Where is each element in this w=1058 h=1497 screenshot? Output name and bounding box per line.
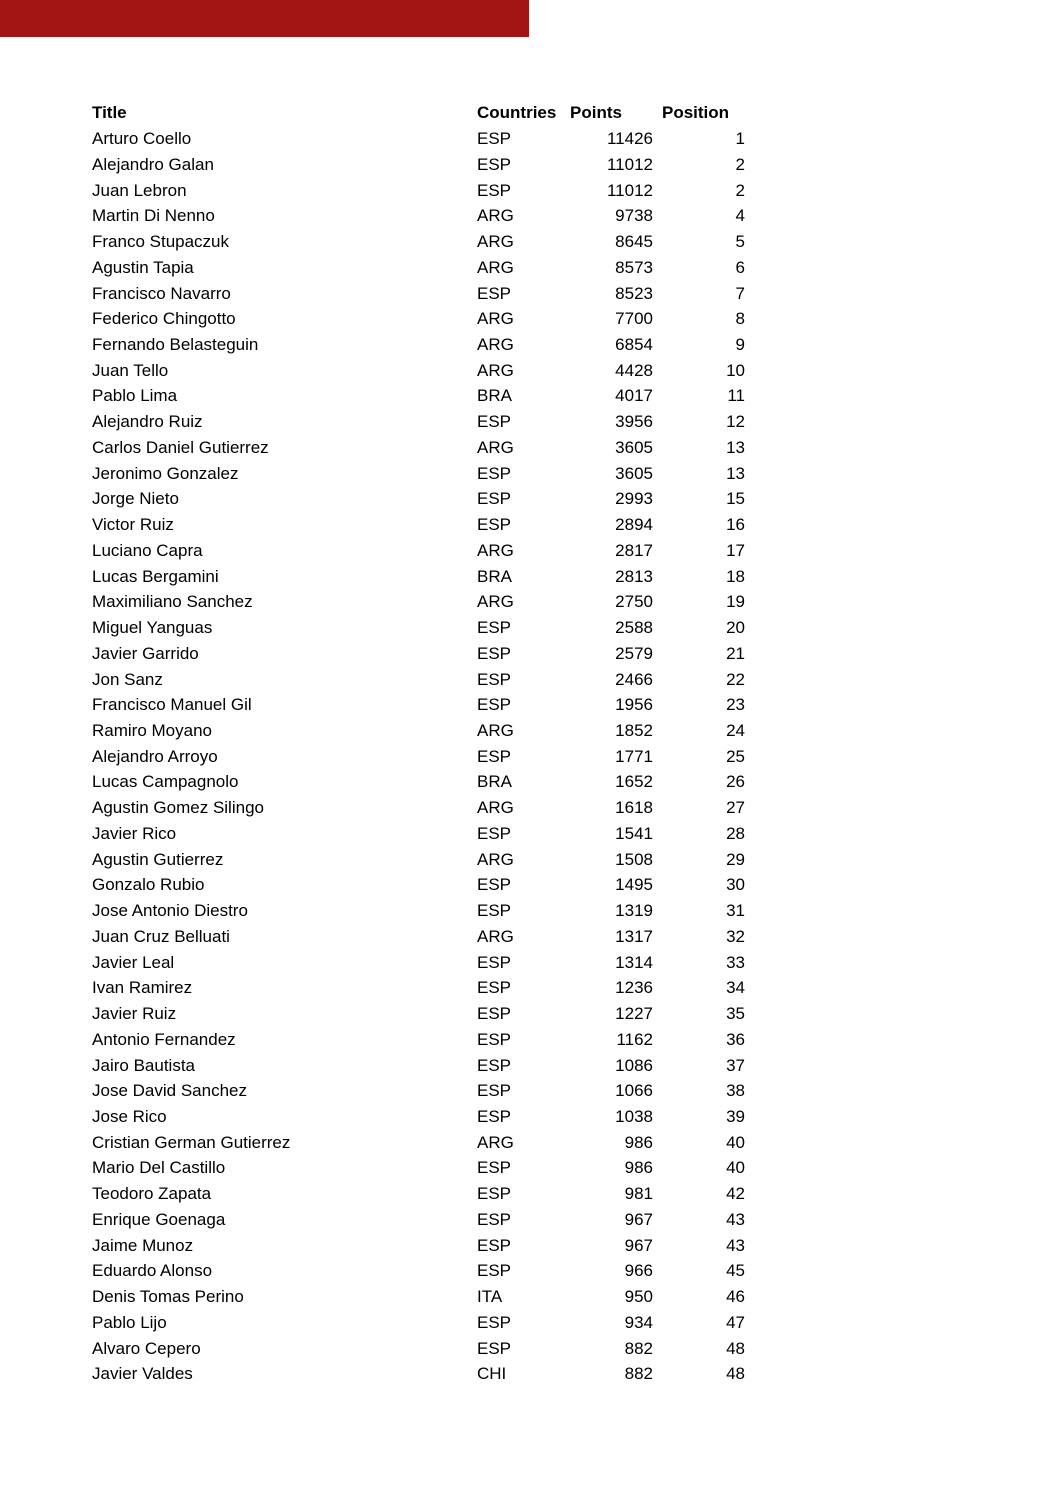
player-country: ESP (477, 1107, 512, 1126)
player-points: 986 (624, 1132, 653, 1152)
player-position: 7 (735, 283, 745, 303)
player-country: ARG (477, 926, 514, 946)
player-country: ESP (477, 180, 512, 200)
player-name: Alvaro Cepero (92, 1338, 201, 1358)
player-points: 4017 (615, 386, 653, 406)
player-points: 2466 (615, 669, 653, 689)
player-points: 967 (624, 1209, 653, 1229)
player-points: 2750 (615, 592, 653, 612)
player-country: ARG (477, 257, 514, 277)
player-name: Jon Sanz (92, 669, 163, 689)
player-position: 39 (726, 1107, 745, 1126)
table-row (92, 1310, 745, 1336)
player-position: 48 (726, 1338, 745, 1358)
player-position: 15 (726, 489, 745, 509)
player-position: 20 (726, 618, 745, 638)
player-country: ESP (477, 283, 512, 303)
player-name: Gonzalo Rubio (92, 875, 205, 895)
player-position: 2 (735, 154, 745, 174)
player-position: 40 (726, 1132, 745, 1152)
player-position: 6 (735, 257, 745, 277)
player-points: 2813 (615, 566, 653, 586)
table-row (92, 1258, 745, 1284)
table-row (92, 1129, 745, 1155)
player-name: Luciano Capra (92, 540, 203, 560)
player-country: BRA (477, 772, 512, 792)
player-position: 4 (735, 206, 745, 226)
player-position: 19 (726, 592, 745, 612)
player-position: 30 (726, 875, 745, 895)
table-header-row (92, 100, 745, 126)
player-points: 7700 (615, 309, 653, 329)
table-row (92, 640, 745, 666)
player-name: Franco Stupaczuk (92, 232, 230, 252)
player-country: ARG (477, 1132, 514, 1152)
player-name: Juan Lebron (92, 180, 187, 200)
player-country: ESP (477, 1004, 512, 1024)
player-country: ESP (477, 489, 512, 509)
player-country: CHI (477, 1364, 507, 1384)
player-points: 967 (624, 1235, 653, 1255)
player-name: Agustin Gomez Silingo (92, 798, 264, 818)
player-name: Carlos Daniel Gutierrez (92, 437, 269, 457)
player-name: Victor Ruiz (92, 515, 174, 535)
player-points: 2579 (615, 643, 653, 663)
player-points: 1086 (615, 1055, 653, 1075)
player-position: 35 (726, 1004, 745, 1024)
column-header-countries: Countries (477, 103, 557, 123)
player-position: 48 (726, 1364, 745, 1384)
table-row (92, 821, 745, 847)
player-country: ESP (477, 1184, 512, 1204)
player-position: 37 (726, 1055, 745, 1075)
player-name: Pablo Lima (92, 386, 178, 406)
player-name: Javier Garrido (92, 643, 199, 663)
table-row (92, 537, 745, 563)
player-points: 2894 (615, 515, 653, 535)
player-position: 13 (726, 463, 745, 483)
player-points: 986 (624, 1158, 653, 1178)
player-country: ESP (477, 1081, 512, 1101)
table-row (92, 280, 745, 306)
player-name: Juan Cruz Belluati (92, 926, 230, 946)
player-position: 13 (726, 437, 745, 457)
player-name: Francisco Manuel Gil (92, 695, 252, 715)
player-points: 1495 (615, 875, 653, 895)
player-points: 3956 (615, 412, 653, 432)
player-country: ESP (477, 154, 512, 174)
player-country: ESP (477, 1209, 512, 1229)
table-row (92, 1052, 745, 1078)
player-name: Alejandro Ruiz (92, 412, 203, 432)
player-name: Alejandro Galan (92, 154, 214, 174)
player-name: Martin Di Nenno (92, 206, 215, 226)
player-country: ESP (477, 1312, 512, 1332)
player-name: Antonio Fernandez (92, 1029, 236, 1049)
column-header-title: Title (92, 103, 127, 123)
player-points: 4428 (615, 360, 653, 380)
player-points: 6854 (615, 334, 653, 354)
player-country: ARG (477, 798, 514, 818)
player-points: 8645 (615, 232, 653, 252)
player-country: ESP (477, 1235, 512, 1255)
table-row (92, 1284, 745, 1310)
player-points: 1508 (615, 849, 653, 869)
table-row (92, 769, 745, 795)
player-country: ARG (477, 206, 514, 226)
player-position: 23 (726, 695, 745, 715)
table-row (92, 254, 745, 280)
player-country: ESP (477, 129, 512, 149)
player-position: 25 (726, 746, 745, 766)
player-country: ARG (477, 232, 514, 252)
player-points: 2993 (615, 489, 653, 509)
player-name: Lucas Campagnolo (92, 772, 239, 792)
player-country: ESP (477, 746, 512, 766)
player-points: 3605 (615, 437, 653, 457)
player-name: Javier Valdes (92, 1364, 193, 1384)
table-row (92, 1104, 745, 1130)
player-points: 2588 (615, 618, 653, 638)
player-position: 42 (726, 1184, 745, 1204)
player-position: 34 (726, 978, 745, 998)
player-country: ARG (477, 592, 514, 612)
player-name: Arturo Coello (92, 129, 192, 149)
player-country: ARG (477, 360, 514, 380)
table-row (92, 615, 745, 641)
player-points: 981 (624, 1184, 653, 1204)
player-name: Pablo Lijo (92, 1312, 167, 1332)
table-row (92, 563, 745, 589)
player-country: ESP (477, 1029, 512, 1049)
player-country: ESP (477, 643, 512, 663)
player-position: 31 (726, 901, 745, 921)
player-country: ESP (477, 978, 512, 998)
player-points: 1541 (615, 823, 653, 843)
player-position: 21 (726, 643, 745, 663)
player-name: Miguel Yanguas (92, 618, 213, 638)
player-position: 22 (726, 669, 745, 689)
table-row (92, 846, 745, 872)
player-name: Maximiliano Sanchez (92, 592, 253, 612)
player-points: 950 (624, 1287, 653, 1307)
table-row (92, 924, 745, 950)
table-row (92, 1181, 745, 1207)
player-points: 1618 (615, 798, 653, 818)
table-row (92, 409, 745, 435)
player-position: 32 (726, 926, 745, 946)
ranking-table (92, 100, 745, 1387)
player-country: ESP (477, 823, 512, 843)
table-row (92, 486, 745, 512)
player-points: 934 (624, 1312, 653, 1332)
table-row (92, 743, 745, 769)
table-row (92, 357, 745, 383)
player-points: 1038 (615, 1107, 653, 1126)
player-country: ESP (477, 1338, 512, 1358)
player-points: 3605 (615, 463, 653, 483)
column-header-position: Position (662, 103, 730, 123)
player-name: Jorge Nieto (92, 489, 179, 509)
player-position: 8 (735, 309, 745, 329)
player-points: 8573 (615, 257, 653, 277)
player-position: 11 (727, 386, 745, 406)
player-points: 1956 (615, 695, 653, 715)
player-name: Francisco Navarro (92, 283, 231, 303)
player-points: 1162 (616, 1029, 653, 1049)
player-position: 26 (726, 772, 745, 792)
player-position: 5 (735, 232, 745, 252)
table-row (92, 460, 745, 486)
player-name: Eduardo Alonso (92, 1261, 213, 1281)
player-position: 40 (726, 1158, 745, 1178)
player-name: Ramiro Moyano (92, 720, 212, 740)
player-name: Federico Chingotto (92, 309, 236, 329)
player-country: ESP (477, 1261, 512, 1281)
player-country: ESP (477, 695, 512, 715)
player-position: 16 (726, 515, 745, 535)
player-name: Jose Rico (92, 1107, 167, 1126)
player-points: 1652 (615, 772, 653, 792)
table-row (92, 126, 745, 152)
player-country: ESP (477, 669, 512, 689)
player-points: 1317 (615, 926, 653, 946)
player-name: Jeronimo Gonzalez (92, 463, 239, 483)
player-position: 47 (726, 1312, 745, 1332)
table-row (92, 306, 745, 332)
table-row (92, 1155, 745, 1181)
table-row (92, 1207, 745, 1233)
player-points: 8523 (615, 283, 653, 303)
player-points: 1227 (615, 1004, 653, 1024)
player-country: ITA (477, 1287, 503, 1307)
player-name: Agustin Gutierrez (92, 849, 224, 869)
table-row (92, 1361, 745, 1387)
player-position: 33 (726, 952, 745, 972)
table-row (92, 203, 745, 229)
player-country: ESP (477, 463, 512, 483)
table-row (92, 1026, 745, 1052)
player-position: 28 (726, 823, 745, 843)
player-country: ARG (477, 437, 514, 457)
table-row (92, 872, 745, 898)
table-row (92, 1001, 745, 1027)
player-name: Jaime Munoz (92, 1235, 194, 1255)
player-points: 9738 (615, 206, 653, 226)
player-points: 1236 (615, 978, 653, 998)
player-position: 12 (726, 412, 745, 432)
player-name: Jose Antonio Diestro (92, 901, 248, 921)
table-row (92, 332, 745, 358)
player-position: 38 (726, 1081, 745, 1101)
table-row (92, 1078, 745, 1104)
player-name: Fernando Belasteguin (92, 334, 259, 354)
player-country: ESP (477, 901, 512, 921)
player-name: Mario Del Castillo (92, 1158, 226, 1178)
top-red-bar (0, 0, 529, 37)
player-position: 9 (735, 334, 745, 354)
player-position: 10 (726, 360, 745, 380)
player-country: ARG (477, 309, 514, 329)
player-points: 11426 (606, 129, 653, 149)
player-points: 11012 (606, 180, 653, 200)
player-country: ARG (477, 720, 514, 740)
player-position: 43 (726, 1235, 745, 1255)
table-row (92, 718, 745, 744)
player-points: 1852 (615, 720, 653, 740)
player-position: 17 (726, 540, 745, 560)
player-name: Jairo Bautista (92, 1055, 195, 1075)
player-position: 29 (726, 849, 745, 869)
player-country: ESP (477, 618, 512, 638)
player-points: 1771 (615, 746, 653, 766)
player-name: Teodoro Zapata (92, 1184, 212, 1204)
player-position: 18 (726, 566, 745, 586)
player-points: 882 (624, 1364, 653, 1384)
player-points: 1066 (615, 1081, 653, 1101)
table-row (92, 151, 745, 177)
table-row (92, 975, 745, 1001)
player-name: Jose David Sanchez (92, 1081, 247, 1101)
table-row (92, 1232, 745, 1258)
table-row (92, 383, 745, 409)
player-position: 46 (726, 1287, 745, 1307)
player-position: 43 (726, 1209, 745, 1229)
player-country: ARG (477, 849, 514, 869)
table-row (92, 589, 745, 615)
player-position: 24 (726, 720, 745, 740)
ranking-table-body (92, 126, 745, 1387)
player-points: 966 (624, 1261, 653, 1281)
player-points: 11012 (606, 154, 653, 174)
player-points: 1314 (615, 952, 653, 972)
table-row (92, 177, 745, 203)
player-points: 1319 (615, 901, 653, 921)
player-name: Javier Rico (92, 823, 177, 843)
player-country: BRA (477, 386, 512, 406)
player-name: Javier Ruiz (92, 1004, 177, 1024)
player-country: ARG (477, 334, 514, 354)
player-name: Ivan Ramirez (92, 978, 193, 998)
player-name: Juan Tello (92, 360, 169, 380)
player-name: Javier Leal (92, 952, 175, 972)
player-country: ARG (477, 540, 514, 560)
table-row (92, 666, 745, 692)
player-country: ESP (477, 412, 512, 432)
player-name: Alejandro Arroyo (92, 746, 218, 766)
player-name: Cristian German Gutierrez (92, 1132, 291, 1152)
player-position: 36 (726, 1029, 745, 1049)
player-name: Denis Tomas Perino (92, 1287, 244, 1307)
player-country: ESP (477, 1055, 512, 1075)
player-points: 882 (624, 1338, 653, 1358)
player-points: 2817 (615, 540, 653, 560)
table-row (92, 435, 745, 461)
table-row (92, 1335, 745, 1361)
table-row (92, 949, 745, 975)
player-country: ESP (477, 515, 512, 535)
table-row (92, 229, 745, 255)
player-name: Lucas Bergamini (92, 566, 219, 586)
table-row (92, 512, 745, 538)
player-name: Enrique Goenaga (92, 1209, 226, 1229)
table-row (92, 898, 745, 924)
player-country: ESP (477, 875, 512, 895)
table-row (92, 692, 745, 718)
player-position: 27 (726, 798, 745, 818)
player-country: ESP (477, 952, 512, 972)
table-row (92, 795, 745, 821)
player-position: 1 (735, 129, 745, 149)
column-header-points: Points (570, 103, 622, 123)
player-name: Agustin Tapia (92, 257, 194, 277)
player-country: ESP (477, 1158, 512, 1178)
player-position: 2 (735, 180, 745, 200)
player-country: BRA (477, 566, 512, 586)
player-position: 45 (726, 1261, 745, 1281)
